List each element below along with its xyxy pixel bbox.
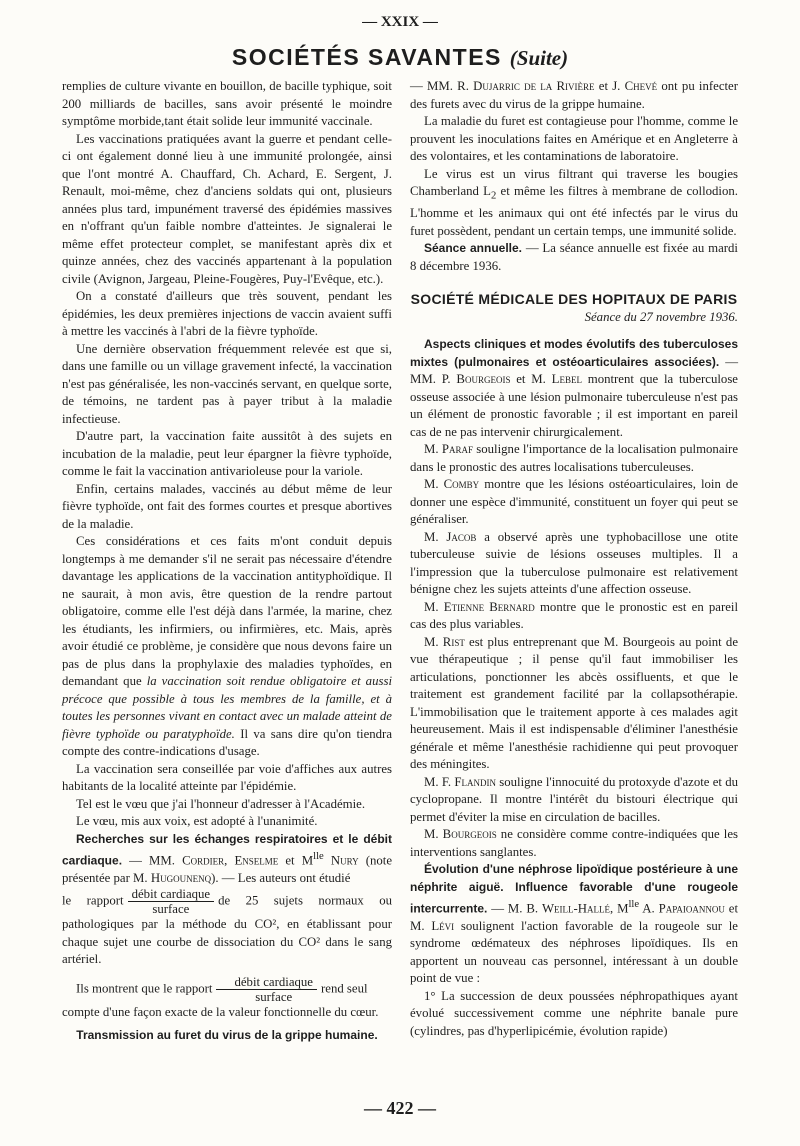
section-title: Transmission au furet du virus de la grippe humaine. <box>76 1028 378 1043</box>
text-run: — MM. P. <box>410 354 739 387</box>
text-run: ont pu infecter des furets avec du virus de la grippe humaine. <box>410 79 738 111</box>
paragraph: La vaccination sera conseillée par voie d'affiches aux autres habitants de la localité atteinte par l'épidémie. <box>62 761 392 793</box>
subscript: 2 <box>490 190 497 202</box>
section-title: Aspects cliniques et modes évolutifs des tuberculoses mixtes (pulmonaires et ostéoarticulaires associées). <box>410 337 738 369</box>
session-date: Séance du 27 novembre 1936. <box>584 309 738 324</box>
author-name: Flandin <box>454 774 496 789</box>
paragraph <box>410 441 738 476</box>
section-title: Séance annuelle. <box>424 241 522 256</box>
running-title <box>0 44 800 71</box>
fraction <box>216 975 317 1004</box>
text-run: a observé après une typhobacillose une otite tuberculeuse suivie de lésions osseuses multiples. Il a l'impression que la tuberculose pulmonaire est relativement bénigne chez les sujets atteints d'une affection osseuse. <box>410 529 738 597</box>
text-run: M. <box>424 634 443 649</box>
paragraph <box>410 826 738 861</box>
paragraph <box>410 240 738 275</box>
text-run: et M. <box>410 901 738 933</box>
paragraph-recherches <box>62 831 392 888</box>
text-run: Ils montrent que le rapport <box>76 981 213 996</box>
fraction-numerator: débit cardiaque <box>216 975 317 990</box>
paragraph <box>410 529 738 599</box>
text-run: le rapport <box>62 893 124 908</box>
text-run: de 25 sujets normaux ou pathologiques par la méthode du CO², en établissant pour chaque sujet une courbe de dissociation du CO² dans le sang artériel. <box>62 893 393 967</box>
author-name: Bourgeois <box>442 827 497 842</box>
author-name: Cordier <box>182 853 225 868</box>
society-heading: SOCIÉTÉ MÉDICALE DES HOPITAUX DE PARIS <box>410 291 738 308</box>
fraction-denominator: surface <box>255 989 293 1004</box>
fraction <box>128 887 215 916</box>
paragraph <box>410 774 738 827</box>
text-run: — La séance annuelle est fixée au mardi 8 décembre 1936. <box>410 241 738 273</box>
fraction-denominator: surface <box>152 902 190 917</box>
page-folio: — XXIX — <box>362 14 438 30</box>
text-run: ). — Les auteurs ont étudié <box>211 870 351 885</box>
text-run: M. <box>424 442 442 457</box>
text-run: M. <box>424 477 444 492</box>
text-run: et M <box>278 853 314 868</box>
paragraph: D'autre part, la vaccination faite aussitôt à des sujets en incubation de la maladie, peut leur épargner la fièvre typhoïde, comme le fait la vaccination antivarioleuse pour la variole. <box>62 429 392 478</box>
text-run: montrent que la tuberculose osseuse associée à une lésion pulmonaire tuberculeuse n'est pas un élément de pronostic favorable ; il est important en pareil cas de ne pas intervenir chirurgicalement. <box>410 372 738 439</box>
author-name: Weill-Hallé <box>541 901 611 916</box>
paragraph: Tel est le vœu que j'ai l'honneur d'adresser à l'Académie. <box>76 796 366 811</box>
text-run: , <box>224 853 235 868</box>
text-run: — MM. R. <box>410 79 474 93</box>
running-title-suffix: (Suite) <box>509 46 569 70</box>
right-column <box>410 78 738 1040</box>
paragraph <box>410 166 738 241</box>
paragraph: compte d'une façon exacte de la valeur fonctionnelle du cœur. <box>62 1004 379 1019</box>
paragraph <box>410 861 738 988</box>
author-name: Comby <box>443 477 480 492</box>
text-run: rend seul <box>321 981 368 996</box>
text-run: soulignent l'action favorable de la rougeole sur le syndrome œdémateux des néphroses lipoïdiques. Ils en apportent un nouveau cas personnel, intéressant à un double point de vue : <box>410 918 738 986</box>
paragraph <box>62 533 392 761</box>
text-run: et M. <box>510 372 552 387</box>
text-run: M. <box>424 827 443 842</box>
fraction-numerator: débit cardiaque <box>128 887 215 902</box>
text-run: Ces considérations et ces faits m'ont conduit depuis longtemps à me demander s'il ne serait pas nécessaire d'étendre davantage les applications de la vaccination antityphoïdique. Il ne saurait, à mon avis, être question de la rendre partout obligatoire, comme elle l'est déjà dans l'armée, la marine, chez les étudiants, les infirmiers, ou infirmières, etc. Mais, après avoir étudié ce problème, je considère que nous devons faire un pas de plus dans la prophylaxie des maladies typhoïdes, en demandant que <box>62 534 392 688</box>
paragraph: Le vœu, mis aux voix, est adopté à l'unanimité. <box>76 814 318 828</box>
text-run: souligne l'importance de la localisation pulmonaire dans le pronostic des autres localisations tuberculeuses. <box>410 442 738 474</box>
author-name: Bourgeois <box>456 372 511 387</box>
author-name: Hugounenq <box>150 870 212 885</box>
text-run: M. <box>424 529 447 544</box>
author-name: Lévi <box>431 918 455 933</box>
author-name: A. Papaioannou <box>639 901 725 916</box>
paragraph-fraction <box>62 975 392 1004</box>
text-run: — M. B. <box>487 901 542 916</box>
page-number: — 422 — <box>364 1098 436 1118</box>
paragraph: Les vaccinations pratiquées avant la guerre et pendant celle-ci ont également donné lieu à une immunité prolongée, ainsi que l'ont montré A. Chauffard, Ch. Achard, E. Sergent, J. Renault, moi-même, chez d'anciens soldats qui ont, plusieurs années plus tard, impunément traversé des épidémies massives en n'offrant qu'un faible nombre d'atteintes. Je signalerai le même effet protecteur complet, se manifestant après dix et quinze années, chez des vaccinés appartenant à la population civile (Avignon, Jargeau, Pleine-Fougères, Puy-l'Evêque, etc.). <box>62 131 392 286</box>
paragraph-fraction <box>62 887 392 969</box>
text-run: (note présentée par M. <box>62 853 393 885</box>
section-title-line <box>62 1027 392 1045</box>
section-title: Évolution d'une néphrose lipoïdique postérieure à une néphrite aiguë. Influence favorable d'une rougeole intercurrente. <box>410 862 738 916</box>
section-title: Recherches sur les échanges respiratoires et le débit cardiaque. <box>62 831 392 868</box>
paragraph <box>410 78 738 113</box>
text-run: ne considère comme contre-indiquées que les interventions sanglantes. <box>410 827 738 859</box>
paragraph: La maladie du furet est contagieuse pour l'homme, comme le prouvent les inoculations faites en Amérique et en Angleterre à des volontaires, et les contaminations de laboratoire. <box>410 114 738 163</box>
paragraph <box>410 476 738 529</box>
text-run: , M <box>610 901 629 916</box>
author-name: Paraf <box>441 442 473 457</box>
running-title-text: SOCIÉTÉS SAVANTES <box>231 44 502 70</box>
superscript: lle <box>628 899 640 911</box>
paragraph <box>410 634 738 774</box>
author-name: Lebel <box>551 372 582 387</box>
paragraph: remplies de culture vivante en bouillon, de bacille typhique, soit 200 milliards de bacilles, sans avoir présenté le moindre symptôme morbide,tant était solide leur immunité vaccinale. <box>62 79 392 128</box>
paragraph: On a constaté d'ailleurs que très souvent, pendant les épidémies, les deux premières injections de vaccin avaient suffi à mettre les vaccinés à l'abri de la fièvre typhoïde. <box>62 289 392 338</box>
text-run: et J. <box>594 79 625 93</box>
paragraph: Enfin, certains malades, vaccinés au début même de leur fièvre typhoïde, ont fait des formes courtes et presque abortives de la maladie. <box>62 481 392 531</box>
author-name: Jacob <box>446 529 477 544</box>
text-run: montre que le pronostic est en pareil cas des plus variables. <box>410 599 739 632</box>
text-run: et même les filtres à membrane de collodion. L'homme et les animaux qui ont été infectés par le virus du furet possèdent, pendant un certain temps, une immunité solide. <box>410 184 738 238</box>
author-name: Dujarric de la Rivière <box>473 79 595 93</box>
paragraph: 1° La succession de deux poussées néphropathiques ayant évolué successivement comme une néphrite banale pure (cylindres, pas d'hyperlipicémie, évolution rapide) <box>410 988 738 1038</box>
text-run: est plus entreprenant que M. Bourgeois au point de vue thérapeutique ; il pense qu'il faut immobiliser les articulations, ponctionner les abcès ossifluents, et que le traitement est grandement facilité par la collapsothérapie. L'immobilisation que le traitement apporte à ces malades agit heureusement. Mais il est indispensable d'éliminer l'anesthésie générale et même l'anesthésie rachidienne qui peut provoquer des méningites. <box>410 634 738 772</box>
author-name: Chevé <box>624 79 658 93</box>
text-run: M. <box>424 599 444 614</box>
italic-run: la vaccination soit rendue obligatoire et aussi précoce que possible à tous les membres de la famille, et à toutes les personnes vivant en contact avec un malade atteint de fièvre typhoïde ou paratyphoïde. <box>62 674 392 741</box>
author-name: Nury <box>330 853 359 868</box>
author-name: Enselme <box>234 853 279 868</box>
text-run: montre que les lésions ostéoarticulaires, loin de donner une espèce d'immunité, constituent un foyer qui peut se généraliser. <box>410 477 738 527</box>
superscript: lle <box>313 851 324 862</box>
text-run: Le virus est un virus filtrant qui traverse les bougies Chamberland L <box>410 166 738 198</box>
author-name: Rist <box>442 634 465 649</box>
text-run: souligne l'innocuité du protoxyde d'azote et du cyclopropane. Il montre l'intérêt du bistouri électrique qui permet d'éviter la mise en circulation de bacilles. <box>410 774 738 824</box>
text-run: Il va sans dire qu'on tiendra compte des contre-indications d'usage. <box>62 726 392 758</box>
paragraph <box>410 336 738 441</box>
text-run: M. F. <box>424 774 455 789</box>
paragraph: Une dernière observation fréquemment relevée est que si, dans une famille ou un village gravement infecté, la vaccination n'est pas généralisée, les non-vaccinés servant, en quelque sorte, de témoins, ne tardent pas à payer tribut à la maladie infectieuse. <box>62 341 392 426</box>
text-run: — MM. <box>122 853 183 868</box>
left-column <box>62 78 392 1045</box>
author-name: Etienne Bernard <box>443 599 535 614</box>
paragraph <box>410 599 738 634</box>
